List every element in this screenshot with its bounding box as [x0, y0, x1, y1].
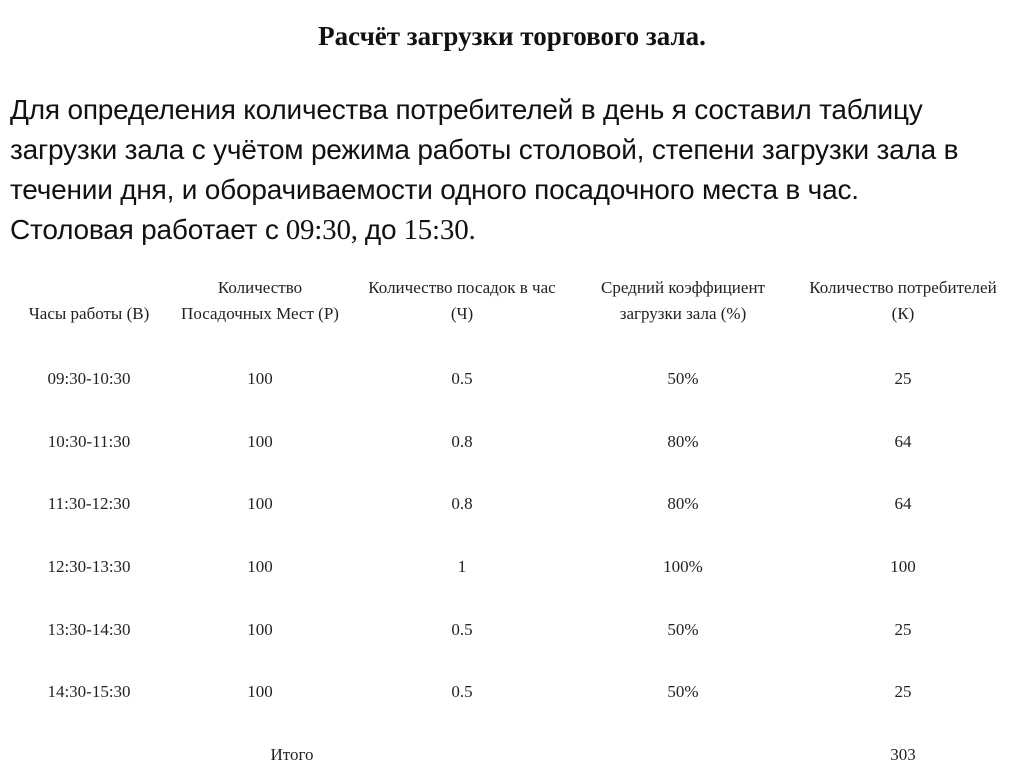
header-seats: Количество Посадочных Мест (Р)	[181, 278, 339, 323]
cell-consumers: 25	[894, 620, 912, 639]
hours-middle: до	[364, 214, 397, 245]
cell-turnover: 0.5	[451, 369, 473, 388]
cell-hours: 12:30-13:30	[47, 557, 131, 576]
cell-seats: 100	[247, 557, 273, 576]
cell-turnover: 0.5	[451, 682, 473, 701]
cell-hours: 13:30-14:30	[47, 620, 131, 639]
cell-consumers: 25	[894, 369, 912, 388]
cell-load: 100%	[663, 557, 703, 576]
cell-seats: 100	[247, 432, 273, 451]
hours-to: 15:30.	[396, 214, 476, 246]
cell-load: 80%	[667, 494, 699, 513]
intro-paragraph: Для определения количества потребителей в день я составил таблицу загрузки зала с учётом режима работы столовой, степени загрузки зала в течении дня, и оборачиваемости одного посадочного места в час.	[10, 94, 959, 205]
total-label: Итого	[270, 745, 314, 764]
header-load-coefficient: Средний коэффициент загрузки зала (%)	[601, 278, 765, 323]
cell-consumers: 100	[890, 557, 916, 576]
total-value: 303	[890, 745, 916, 764]
header-turnover: Количество посадок в час (Ч)	[368, 278, 556, 323]
cell-seats: 100	[247, 682, 273, 701]
cell-turnover: 1	[457, 557, 467, 576]
cell-consumers: 64	[894, 494, 912, 513]
cell-load: 50%	[667, 682, 699, 701]
header-hours: Часы работы (В)	[28, 304, 150, 323]
hours-paragraph	[10, 210, 1015, 250]
cell-consumers: 25	[894, 682, 912, 701]
cell-hours: 11:30-12:30	[47, 494, 131, 513]
cell-hours: 09:30-10:30	[47, 369, 131, 388]
cell-seats: 100	[247, 369, 273, 388]
cell-turnover: 0.8	[451, 494, 473, 513]
cell-load: 50%	[667, 369, 699, 388]
cell-hours: 14:30-15:30	[47, 682, 131, 701]
cell-turnover: 0.8	[451, 432, 473, 451]
cell-seats: 100	[247, 620, 273, 639]
cell-seats: 100	[247, 494, 273, 513]
cell-turnover: 0.5	[451, 620, 473, 639]
header-consumers: Количество потребителей (К)	[809, 278, 997, 323]
hours-from: 09:30,	[278, 214, 365, 246]
cell-hours: 10:30-11:30	[47, 432, 131, 451]
cell-load: 80%	[667, 432, 699, 451]
page-title: Расчёт загрузки торгового зала.	[318, 21, 706, 51]
cell-consumers: 64	[894, 432, 912, 451]
hours-lead: Столовая работает с	[10, 214, 279, 245]
cell-load: 50%	[667, 620, 699, 639]
